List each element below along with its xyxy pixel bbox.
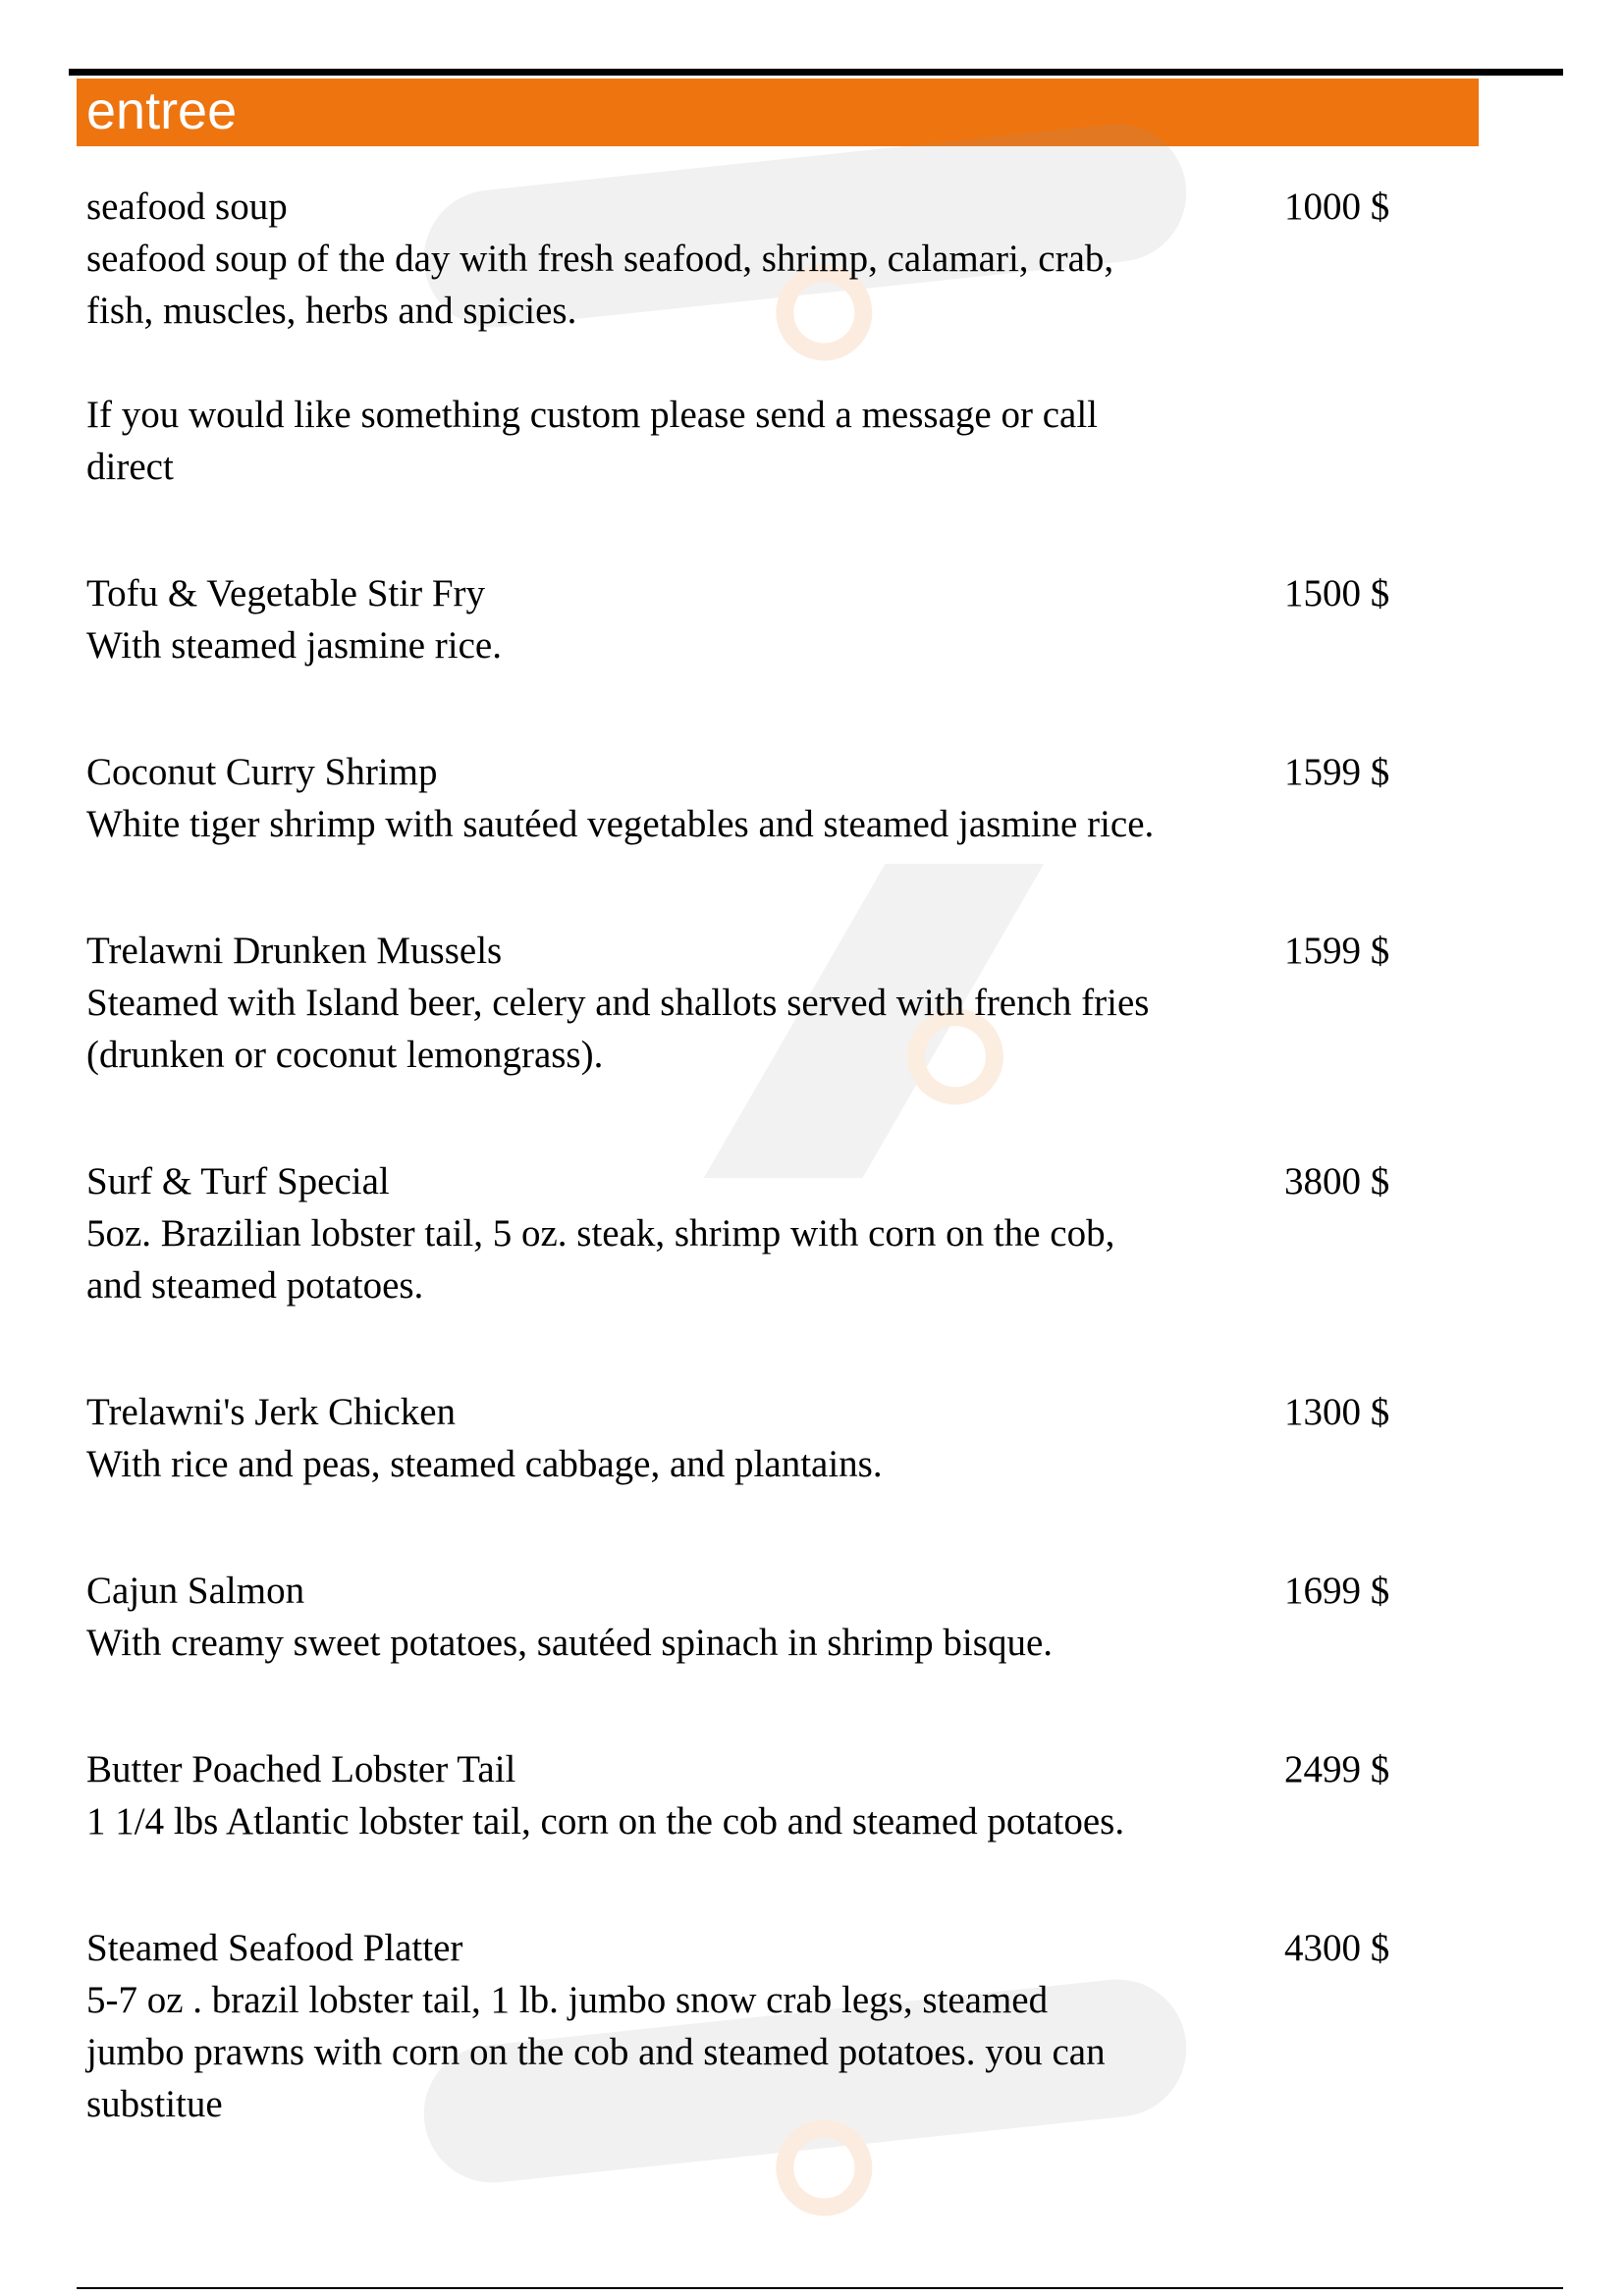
- custom-order-note: If you would like something custom please send a message or call: [86, 394, 1098, 436]
- item-price: 3800 $: [1284, 1160, 1390, 1202]
- menu-item: [86, 746, 1461, 850]
- item-name: Butter Poached Lobster Tail: [86, 1748, 516, 1790]
- item-description: White tiger shrimp with sautéed vegetables and steamed jasmine rice.: [86, 803, 1155, 845]
- menu-item: [86, 1155, 1461, 1311]
- item-price: 1599 $: [1284, 930, 1390, 972]
- item-price: 1000 $: [1284, 186, 1390, 228]
- menu-item: [86, 925, 1461, 1081]
- menu-item: [86, 181, 1461, 493]
- menu-item: [86, 1565, 1461, 1669]
- item-description: With creamy sweet potatoes, sautéed spinach in shrimp bisque.: [86, 1622, 1054, 1664]
- item-description: substitue: [86, 2083, 223, 2125]
- bottom-rule: [77, 2287, 1563, 2289]
- item-name: Steamed Seafood Platter: [86, 1927, 463, 1969]
- item-price: 1500 $: [1284, 572, 1390, 614]
- item-description: jumbo prawns with corn on the cob and steamed potatoes. you can: [86, 2031, 1106, 2073]
- section-title: entree: [86, 81, 238, 140]
- item-name: Trelawni's Jerk Chicken: [86, 1391, 457, 1433]
- item-description: 1 1/4 lbs Atlantic lobster tail, corn on the cob and steamed potatoes.: [86, 1800, 1125, 1842]
- item-name: Trelawni Drunken Mussels: [86, 930, 503, 972]
- item-description: Steamed with Island beer, celery and shallots served with french fries: [86, 982, 1150, 1024]
- item-price: 1699 $: [1284, 1570, 1390, 1612]
- item-name: seafood soup: [86, 186, 288, 228]
- menu-list: [86, 181, 1461, 2130]
- item-price: 2499 $: [1284, 1748, 1390, 1790]
- item-name: Surf & Turf Special: [86, 1160, 390, 1202]
- menu-item: [86, 567, 1461, 671]
- item-name: Coconut Curry Shrimp: [86, 751, 438, 793]
- item-description: 5oz. Brazilian lobster tail, 5 oz. steak, shrimp with corn on the cob,: [86, 1212, 1115, 1255]
- item-description: With rice and peas, steamed cabbage, and plantains.: [86, 1443, 883, 1485]
- top-rule: [69, 69, 1563, 76]
- item-name: Tofu & Vegetable Stir Fry: [86, 572, 485, 614]
- item-description: seafood soup of the day with fresh seafood, shrimp, calamari, crab,: [86, 238, 1114, 280]
- menu-item: [86, 1922, 1461, 2130]
- item-name: Cajun Salmon: [86, 1570, 305, 1612]
- menu-item: [86, 1386, 1461, 1490]
- item-price: 1599 $: [1284, 751, 1390, 793]
- item-price: 1300 $: [1284, 1391, 1390, 1433]
- item-description: and steamed potatoes.: [86, 1264, 424, 1307]
- custom-order-note: direct: [86, 446, 174, 488]
- item-description: 5-7 oz . brazil lobster tail, 1 lb. jumbo snow crab legs, steamed: [86, 1979, 1049, 2021]
- item-description: With steamed jasmine rice.: [86, 624, 502, 667]
- section-header: [77, 79, 1479, 146]
- item-price: 4300 $: [1284, 1927, 1390, 1969]
- item-description: (drunken or coconut lemongrass).: [86, 1034, 604, 1076]
- item-description: fish, muscles, herbs and spicies.: [86, 290, 577, 332]
- menu-item: [86, 1743, 1461, 1847]
